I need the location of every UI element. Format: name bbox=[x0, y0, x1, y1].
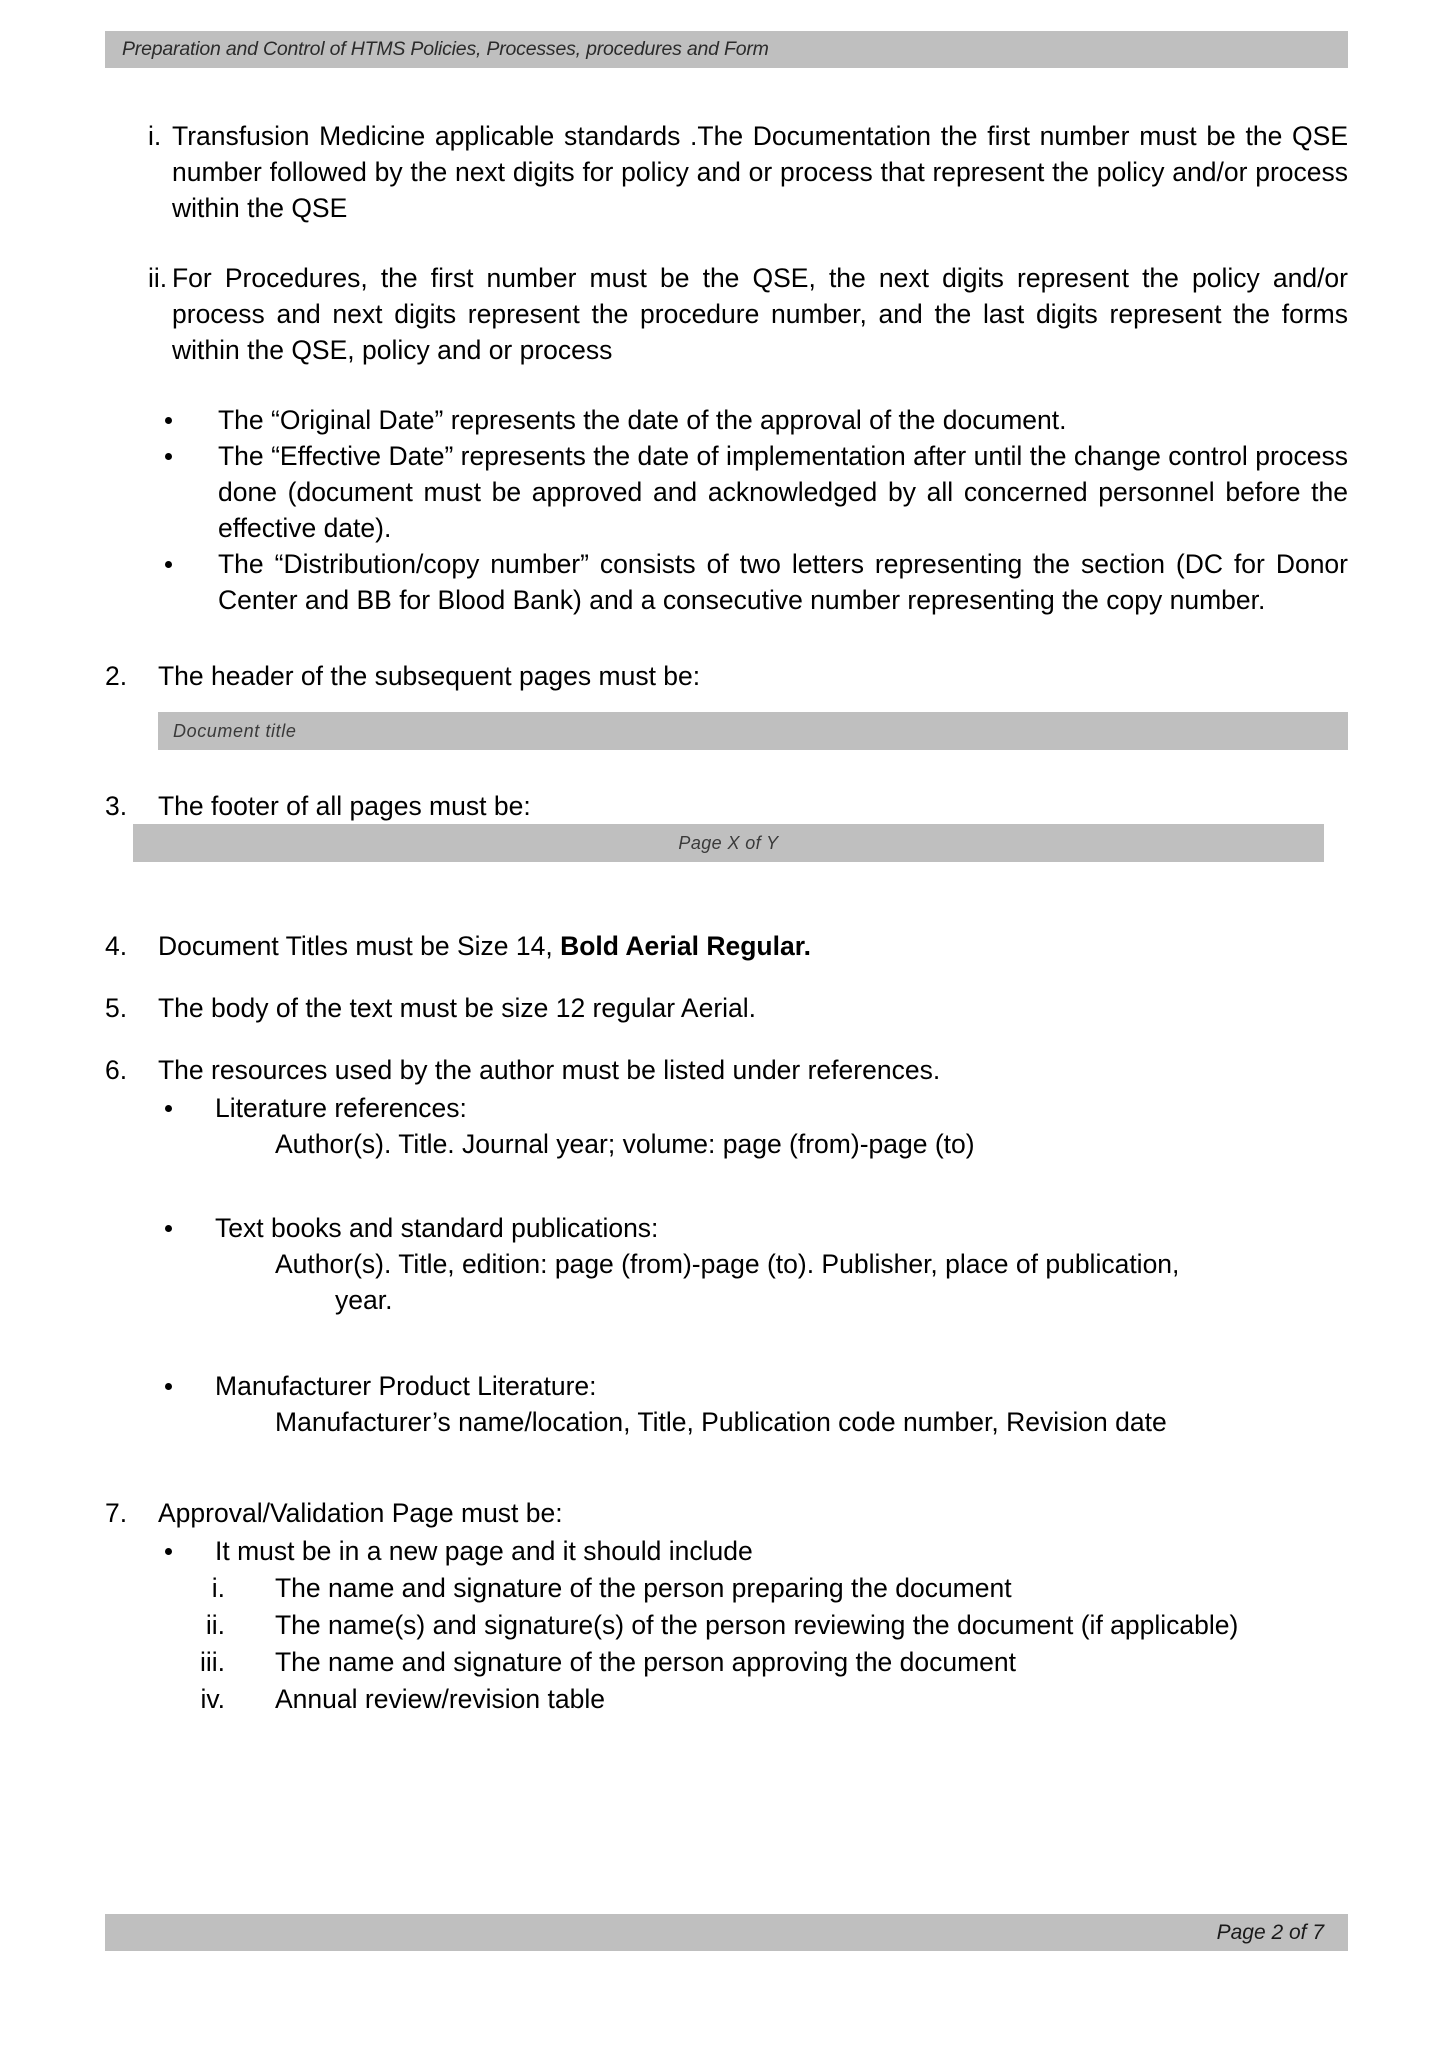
approval-sub-marker-iv: iv. bbox=[200, 1684, 225, 1714]
approval-sub-text-iv: Annual review/revision table bbox=[275, 1684, 605, 1714]
reference-label-textbooks: Text books and standard publications: bbox=[215, 1213, 659, 1243]
numbered-text-5: The body of the text must be size 12 regular Aerial. bbox=[158, 993, 757, 1023]
sample-footer-band bbox=[133, 824, 1324, 862]
numbered-text-4-plain: Document Titles must be Size 14, bbox=[158, 931, 561, 961]
numbered-text-3: The footer of all pages must be: bbox=[158, 791, 531, 821]
approval-sub-marker-iii: iii. bbox=[199, 1647, 225, 1677]
reference-detail-text-textbooks: Author(s). Title, edition: page (from)-page (to). Publisher, place of publication, bbox=[275, 1249, 1180, 1279]
bullet-text-original-date: The “Original Date” represents the date of the approval of the document. bbox=[218, 405, 1067, 435]
numbered-item-6 bbox=[105, 1052, 1348, 1088]
approval-sub-text-iii: The name and signature of the person approving the document bbox=[275, 1647, 1017, 1677]
approval-bullet-text: It must be in a new page and it should include bbox=[215, 1536, 753, 1566]
numbered-marker-7: 7. bbox=[105, 1498, 128, 1528]
roman-marker-i: i. bbox=[148, 121, 162, 151]
roman-text-ii: For Procedures, the first number must be the QSE, the next digits represent the policy and/or process and next digits represent the procedure number, and the last digits represent the forms within the QSE, policy and or process bbox=[172, 263, 1348, 365]
approval-sub-text-i: The name and signature of the person preparing the document bbox=[275, 1573, 1012, 1603]
roman-text-i: Transfusion Medicine applicable standards .The Documentation the first number must be the QSE number followed by the next digits for policy and or process that represent the policy and/or process within the QSE bbox=[172, 121, 1348, 223]
reference-label-literature: Literature references: bbox=[215, 1093, 467, 1123]
spacer bbox=[105, 1318, 1348, 1350]
reference-detail-literature bbox=[105, 1126, 1348, 1162]
approval-bullet bbox=[105, 1533, 1348, 1569]
reference-label-manufacturer: Manufacturer Product Literature: bbox=[215, 1371, 597, 1401]
approval-sub-item-iv bbox=[105, 1681, 1348, 1717]
reference-bullet-textbooks bbox=[105, 1210, 1348, 1246]
bullet-text-effective-date: The “Effective Date” represents the date of implementation after until the change control process done (document must be approved and acknowledged by all concerned personnel before the effective date). bbox=[218, 441, 1348, 543]
sample-header-band bbox=[158, 712, 1348, 750]
numbered-item-7 bbox=[105, 1495, 1348, 1531]
approval-sub-marker-ii: ii. bbox=[205, 1610, 225, 1640]
numbered-marker-4: 4. bbox=[105, 931, 128, 961]
numbered-item-3 bbox=[105, 788, 1348, 824]
approval-sub-item-i bbox=[105, 1570, 1348, 1606]
page-footer-band bbox=[105, 1914, 1348, 1951]
page-number-text: Page 2 of 7 bbox=[1216, 1920, 1324, 1944]
approval-sub-marker-i: i. bbox=[211, 1573, 225, 1603]
approval-sub-item-iii bbox=[105, 1644, 1348, 1680]
numbered-text-2: The header of the subsequent pages must be: bbox=[158, 661, 701, 691]
reference-bullet-manufacturer bbox=[105, 1368, 1348, 1404]
date-definition-bullet-list bbox=[105, 402, 1348, 618]
document-body bbox=[105, 118, 1348, 1717]
list-item bbox=[105, 402, 1348, 438]
reference-detail-text-literature: Author(s). Title. Journal year; volume: page (from)-page (to) bbox=[275, 1129, 975, 1159]
roman-list-item-i bbox=[105, 118, 1348, 226]
numbered-marker-3: 3. bbox=[105, 791, 128, 821]
reference-detail-cont-textbooks: year. bbox=[335, 1285, 393, 1315]
running-header-text: Preparation and Control of HTMS Policies, Processes, procedures and Form bbox=[122, 38, 769, 60]
reference-detail-textbooks bbox=[105, 1246, 1348, 1318]
reference-bullet-literature bbox=[105, 1090, 1348, 1126]
approval-sub-text-ii: The name(s) and signature(s) of the person reviewing the document (if applicable) bbox=[275, 1610, 1239, 1640]
reference-detail-text-manufacturer: Manufacturer’s name/location, Title, Publication code number, Revision date bbox=[275, 1407, 1167, 1437]
sample-footer-text: Page X of Y bbox=[678, 832, 779, 853]
numbered-marker-6: 6. bbox=[105, 1055, 128, 1085]
numbered-text-7: Approval/Validation Page must be: bbox=[158, 1498, 563, 1528]
roman-list-item-ii bbox=[105, 260, 1348, 368]
numbered-item-5 bbox=[105, 990, 1348, 1026]
numbered-text-4-bold: Bold Aerial Regular. bbox=[560, 931, 811, 961]
list-item bbox=[105, 438, 1348, 546]
approval-sub-item-ii bbox=[105, 1607, 1348, 1643]
running-header-band bbox=[105, 31, 1348, 68]
numbered-marker-5: 5. bbox=[105, 993, 128, 1023]
spacer bbox=[105, 1162, 1348, 1194]
numbered-item-2 bbox=[105, 658, 1348, 694]
numbered-text-6: The resources used by the author must be listed under references. bbox=[158, 1055, 941, 1085]
sample-header-text: Document title bbox=[173, 720, 297, 741]
roman-marker-ii: ii. bbox=[148, 263, 168, 293]
list-item bbox=[105, 546, 1348, 618]
reference-detail-manufacturer bbox=[105, 1404, 1348, 1440]
numbered-item-4 bbox=[105, 928, 1348, 964]
bullet-text-distribution-copy-number: The “Distribution/copy number” consists of two letters representing the section (DC for Donor Center and BB for Blood Bank) and a consecutive number representing the copy number. bbox=[218, 549, 1348, 615]
numbered-marker-2: 2. bbox=[105, 661, 128, 691]
